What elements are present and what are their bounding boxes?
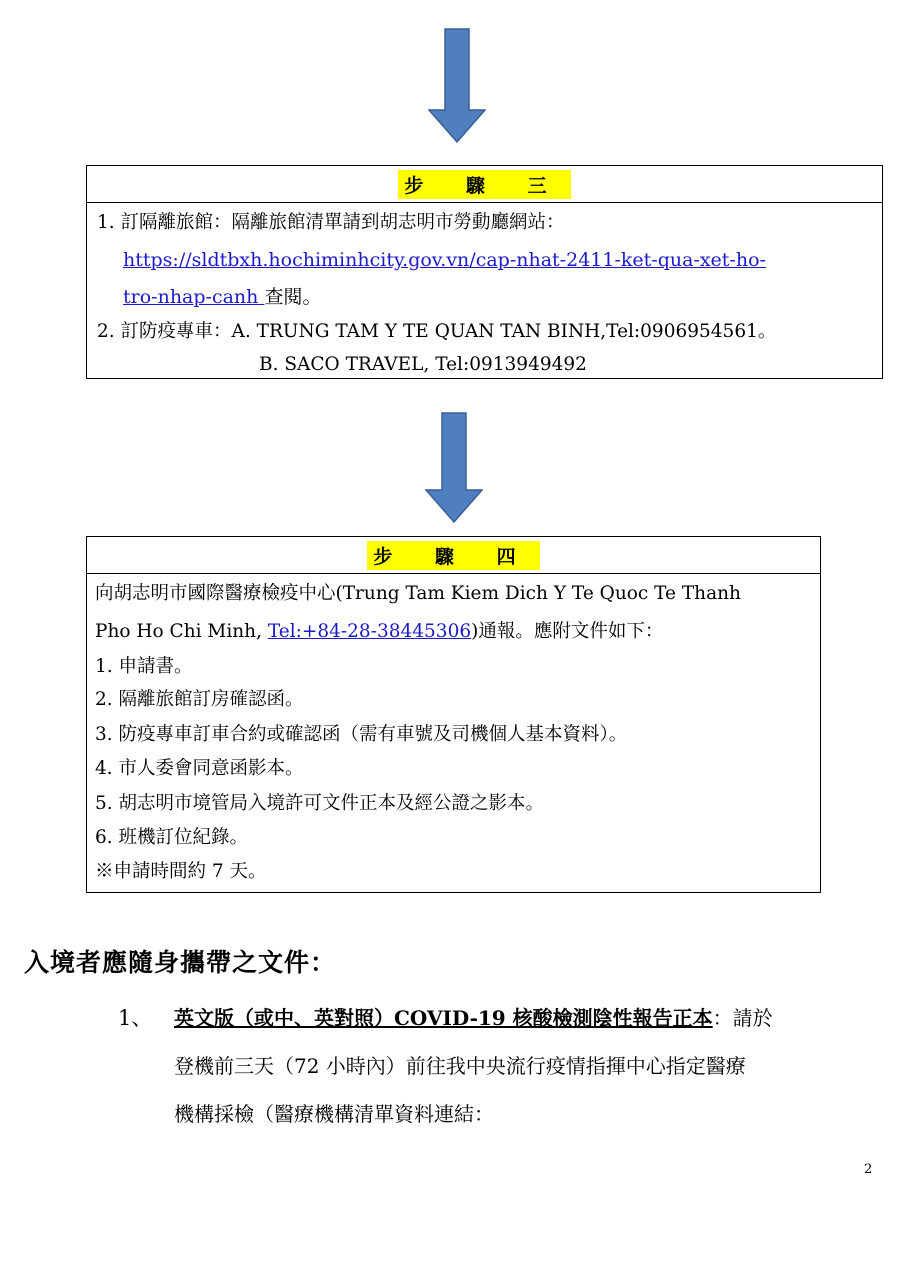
step4-title: 步 驟 四: [367, 541, 539, 570]
down-arrow-icon: [428, 28, 486, 144]
step3-link-line: [123, 247, 766, 273]
doc-item-line1: [174, 1002, 773, 1031]
link-suffix: 查閱。: [264, 286, 322, 308]
step3-box: [86, 165, 883, 379]
covid-test-requirement: 英文版（或中、英對照）COVID-19 核酸檢測陰性報告正本: [174, 1006, 713, 1030]
step4-box: [86, 536, 821, 893]
step4-item: 3. 防疫專車訂車合約或確認函（需有車號及司機個人基本資料）。: [95, 724, 628, 745]
doc-item-number: 1、: [118, 1006, 153, 1030]
step3-line3: B. SACO TRAVEL, Tel:0913949492: [259, 354, 587, 375]
step4-note: ※申請時間約 7 天。: [95, 861, 267, 882]
down-arrow-icon: [425, 412, 483, 524]
labor-dept-link[interactable]: https://sldtbxh.hochiminhcity.gov.vn/cap-nhat-2411-ket-qua-xet-ho-: [123, 249, 766, 271]
step4-intro2: [95, 619, 663, 645]
step3-title-bar: [87, 166, 882, 203]
step4-item: 1. 申請書。: [95, 656, 193, 677]
step4-item: 6. 班機訂位紀錄。: [95, 827, 249, 848]
step4-item: 5. 胡志明市境管局入境許可文件正本及經公證之影本。: [95, 793, 545, 814]
doc-item-line3: 機構採檢（醫療機構清單資料連結：: [174, 1102, 494, 1126]
section-heading: 入境者應隨身攜帶之文件：: [24, 948, 337, 977]
doc-item-line2: 登機前三天（72 小時內）前往我中央流行疫情指揮中心指定醫療: [174, 1054, 746, 1078]
step3-link-line2: [123, 284, 321, 310]
intro2-post: )通報。應附文件如下：: [471, 621, 664, 642]
step3-line2: 2. 訂防疫專車：A. TRUNG TAM Y TE QUAN TAN BINH,Tel:0906954561。: [97, 321, 777, 342]
step4-intro1: 向胡志明市國際醫療檢疫中心(Trung Tam Kiem Dich Y Te Quoc Te Thanh: [95, 583, 741, 604]
intro2-pre: Pho Ho Chi Minh,: [95, 621, 268, 642]
doc-item-line1-rest: ：請於: [712, 1006, 773, 1030]
step4-title-bar: [87, 537, 820, 574]
step3-title: 步 驟 三: [398, 170, 570, 199]
labor-dept-link-cont[interactable]: tro-nhap-canh: [123, 286, 265, 308]
step4-item: 2. 隔離旅館訂房確認函。: [95, 689, 304, 710]
phone-link[interactable]: Tel:+84-28-38445306: [267, 621, 472, 642]
page-number: 2: [864, 1162, 873, 1177]
step3-line1: 1. 訂隔離旅館：隔離旅館清單請到胡志明市勞動廳網站：: [97, 212, 565, 233]
step4-item: 4. 市人委會同意函影本。: [95, 758, 304, 779]
